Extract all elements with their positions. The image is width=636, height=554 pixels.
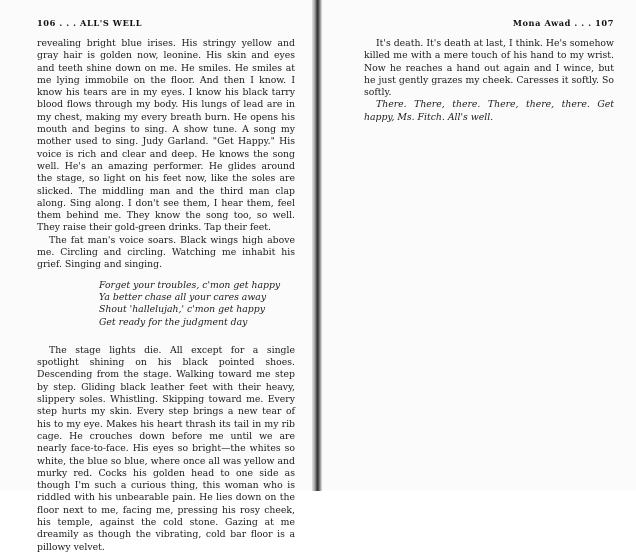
right-page-body xyxy=(364,38,614,124)
book-gutter xyxy=(312,0,322,491)
verse-line: Forget your troubles, c'mon get happy xyxy=(99,279,281,291)
verse-line: Shout 'hallelujah,' c'mon get happy xyxy=(99,304,265,316)
left-page xyxy=(0,0,312,553)
verse-line: Ya better chase all your cares away xyxy=(99,291,267,303)
paragraph: revealing bright blue irises. His stringy yellow and gray hair is golden now, leonine. His skin and eyes and teeth shine down on me. He smiles. He smiles at me lying immobile on the floor. And then I know. I know his tears are in my eyes. I know his black tarry blood flows through my body. His lungs of lead are in my chest, making my every breath burn. He opens his mouth and begins to sing. A show tune. A song my mother used to sing. Judy Garland. "Get Happy." His voice is rich and clear and deep. He knows the song well. He's an amazing performer. He glides around the stage, so light on his feet now, like the soles are slicked. The middling man and the third man clap along. Sing along. I don't see them, I hear them, feel them behind me. They know the song too, so well. They raise their gold-green drinks. Tap their feet. xyxy=(37,38,295,234)
left-page-body xyxy=(37,38,295,554)
paragraph: The stage lights die. All except for a single spotlight shining on his black pointed shoes. Descending from the stage. Walking toward me step by step. Gliding black leather feet with their heavy, slippery soles. Whistling. Skipping toward me. Every step hurts my skin. Every step brings a new tear of his to my eye. Makes his heart thrash its tail in my rib cage. He crouches down before me until we are nearly face-to-face. His eyes so bright—the whites so white, the blue so blue, where once all was yellow and murky red. Cocks his golden head to one side as though I'm such a curious thing, this woman who is riddled with his unbearable pain. He lies down on the floor next to me, facing me, pressing his rosy cheek, his temple, against the cold stone. Gazing at me dreamily as though the vibrating, cold bar floor is a pillowy velvet. xyxy=(37,344,295,553)
song-verse xyxy=(99,280,295,329)
paragraph-italic: There. There, there. There, there, there. Get happy, Ms. Fitch. All's well. xyxy=(364,99,614,123)
verse-line: Get ready for the judgment day xyxy=(99,316,248,328)
left-page-header: 106 . . . ALL'S WELL xyxy=(37,18,143,28)
paragraph: It's death. It's death at last, I think. He's somehow killed me with a mere touch of his hand to my wrist. Now he reaches a hand out again and I wince, but he just gently grazes my cheek. Caresses it softly. So softly. xyxy=(364,38,614,99)
paragraph: The fat man's voice soars. Black wings high above me. Circling and circling. Watching me inhabit his grief. Singing and singing. xyxy=(37,234,295,271)
right-page-header: Mona Awad . . . 107 xyxy=(512,18,614,28)
right-page xyxy=(322,0,636,491)
